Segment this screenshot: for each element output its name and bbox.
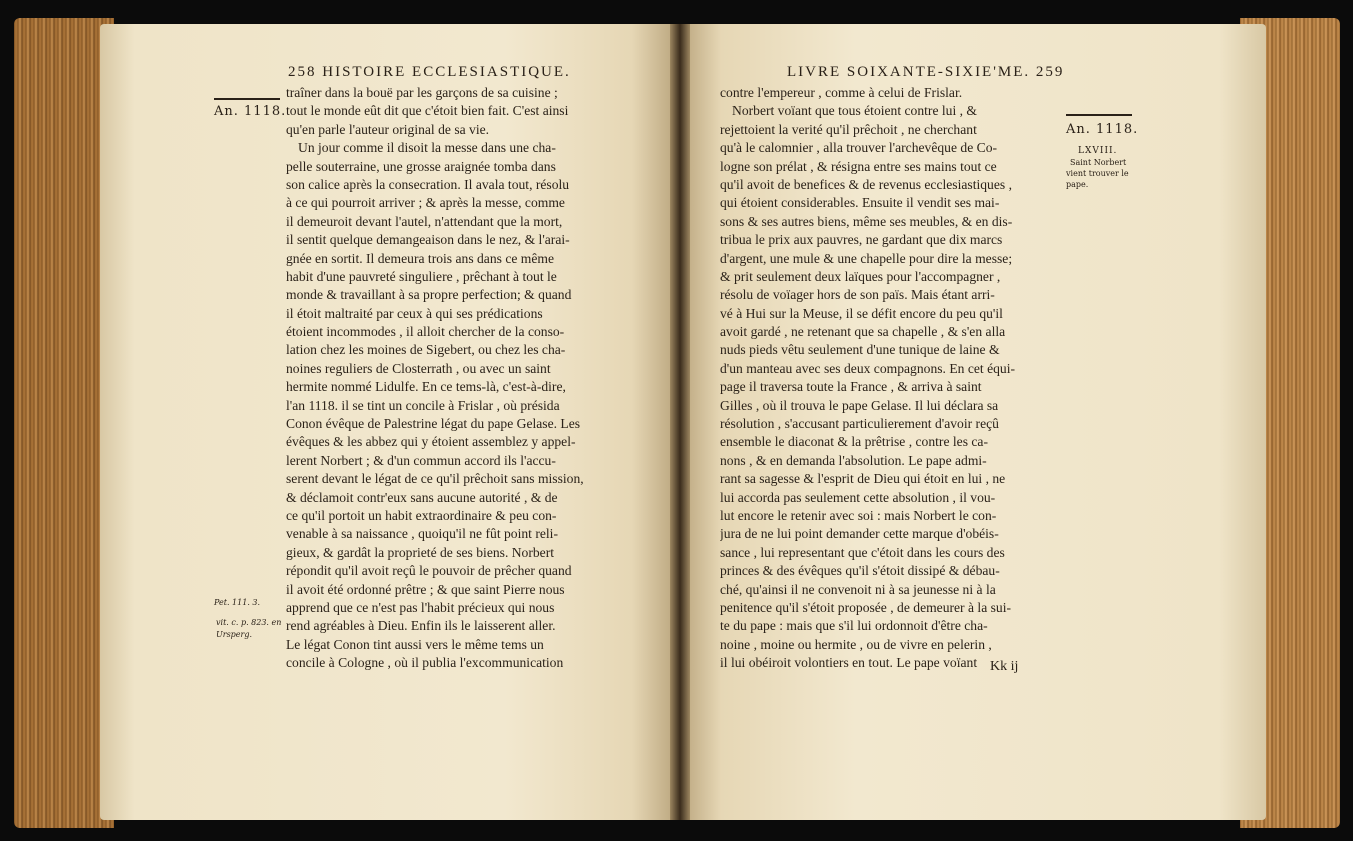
text-line: il avoit été ordonné prêtre ; & que saint Pierre nous [286,581,565,597]
right-body-text [720,84,1044,673]
text-line: gieux, & gardât la proprieté de ses biens. Norbert [286,544,555,560]
text-line: avoit gardé , ne retenant que sa chapelle , & s'en alla [720,324,1006,340]
text-line: d'un manteau avec ses deux compagnons. En cet équi- [720,360,1015,376]
book-edge-left [14,18,114,828]
text-line: nons , & en demanda l'absolution. Le pape admi- [720,452,987,468]
text-line: évêques & les abbez qui y étoient assemblez y appel- [286,434,576,450]
text-line: ce qu'il portoit un habit extraordinaire & peu con- [286,507,557,523]
text-line: qu'il avoit de benefices & de revenus ecclesiastiques , [720,176,1012,192]
right-margin-section: LXVIII. [1078,146,1118,156]
text-line: lation chez les moines de Sigebert, ou chez les cha- [286,342,566,358]
text-line: à ce qui pourroit arriver ; & après la messe, comme [286,195,565,211]
text-line: résolu de voïager hors de son païs. Mais étant arri- [720,287,995,303]
text-line: résolution , s'accusant particulierement d'avoir reçû [720,416,999,432]
text-line: l'an 1118. il se tint un concile à Frislar , où présida [286,397,560,413]
text-line: qu'à le calomnier , alla trouver l'archevêque de Co- [720,140,998,156]
text-line: hermite nommé Lidulfe. En ce tems-là, c'est-à-dire, [286,379,566,395]
text-line: sance , lui representant que c'étoit dans les cours des [720,544,1005,560]
right-margin-rule [1066,114,1132,116]
right-running-head: LIVRE SOIXANTE-SIXIE'ME. 259 [787,64,1065,80]
text-line: qui étoient considerables. Ensuite il vendit ses mai- [720,195,1000,211]
left-margin-ref-3: Ursperg. [216,630,253,639]
text-line: contre l'empereur , comme à celui de Frislar. [720,85,963,100]
text-line: Un jour comme il disoit la messe dans une cha- [298,140,556,156]
text-line: répondit qu'il avoit reçû le pouvoir de prêcher quand [286,563,572,579]
right-margin-note-3: pape. [1066,180,1089,189]
text-line: Gilles , où il trouva le pape Gelase. Il lui déclara sa [720,397,999,413]
text-line: noine , moine ou hermite , ou de vivre en pelerin , [720,636,992,652]
text-line: penitence qu'il s'étoit proposée , de demeurer à la sui- [720,599,1012,615]
text-line: gnée en sortit. Il demeura trois ans dans ce même [286,250,555,266]
text-line: Conon évêque de Palestrine légat du pape Gelase. Les [286,416,581,432]
right-margin-note-1: Saint Norbert [1070,158,1127,167]
text-line: il sentit quelque demangeaison dans le nez, & l'arai- [286,232,570,248]
text-line: d'argent, une mule & une chapelle pour dire la messe; [720,250,1013,266]
text-line: il lui obéiroit volontiers en tout. Le pape voïant [720,655,978,671]
text-line: pelle souterraine, une grosse araignée tomba dans [286,158,556,174]
text-line: vé à Hui sur la Meuse, il se défit encore du peu qu'il [720,305,1003,321]
left-margin-ref-1: Pet. 111. 3. [214,598,261,607]
text-line: il étoit maltraité par ceux à qui ses prédications [286,305,543,321]
right-margin-year: An. 1118. [1066,122,1139,137]
text-line: Norbert voïant que tous étoient contre lui , & [732,103,978,119]
text-line: & déclamoit contr'eux sans aucune autorité , & de [286,489,558,505]
text-line: rend agréables à Dieu. Enfin ils le laisserent aller. [286,618,556,634]
right-margin-note-2: vient trouver le [1066,169,1129,178]
book-gutter [670,24,690,820]
text-line: page il traversa toute la France , & arriva à saint [720,379,982,395]
text-line: rant sa sagesse & l'esprit de Dieu qui étoit en lui , ne [720,471,1006,487]
text-line: sons & ses autres biens, même ses meubles, & en dis- [720,213,1013,229]
text-line: lui accorda pas seulement cette absolution , il vou- [720,489,996,505]
text-line: logne son prélat , & résigna entre ses mains tout ce [720,158,997,174]
catchword-signature: Kk ij [990,659,1019,674]
text-line: traîner dans la bouë par les garçons de sa cuisine ; [286,85,558,100]
left-margin-ref-2: vit. c. p. 823. en [216,618,282,627]
text-line: tribua le prix aux pauvres, ne gardant que dix marcs [720,232,1003,248]
left-margin-year: An. 1118. [214,104,287,119]
text-line: nuds pieds vêtu seulement d'une tunique de laine & [720,342,1000,358]
text-line: venable à sa naissance , quoiqu'il ne fût point reli- [286,526,558,542]
text-line: qu'en parle l'auteur original de sa vie. [286,121,490,137]
text-line: lut encore le retenir avec soi : mais Norbert le con- [720,507,997,523]
text-line: tout le monde eût dit que c'étoit bien fait. C'est ainsi [286,103,569,119]
text-line: concile à Cologne , où il publia l'excommunication [286,655,564,671]
text-line: il demeuroit devant l'autel, n'attendant que la mort, [286,213,563,229]
text-line: monde & travaillant à sa propre perfection; & quand [286,287,572,303]
text-line: serent devant le légat de ce qu'il prêchoit sans mission, [286,471,584,487]
text-line: te du pape : mais que s'il lui ordonnoit d'être cha- [720,618,988,634]
text-line: habit d'une pauvreté singuliere , prêchant à tout le [286,268,557,284]
left-body-text [286,84,626,673]
text-line: apprend que ce n'est pas l'habit précieux qui nous [286,599,555,615]
text-line: lerent Norbert ; & d'un commun accord ils l'accu- [286,452,556,468]
text-line: & prit seulement deux laïques pour l'accompagner , [720,268,1001,284]
left-running-head: 258 HISTOIRE ECCLESIASTIQUE. [288,64,571,80]
text-line: Le légat Conon tint aussi vers le même tems un [286,636,544,652]
text-line: noines reguliers de Closterrath , ou avec un saint [286,360,551,376]
text-line: ché, qu'ainsi il ne convenoit ni à sa jeunesse ni à la [720,581,996,597]
text-line: jura de ne lui point demander cette marque d'obéis- [720,526,999,542]
text-line: étoient incommodes , il alloit chercher de la conso- [286,324,565,340]
left-margin-rule [214,98,280,100]
text-line: son calice après la consecration. Il avala tout, résolu [286,176,570,192]
text-line: princes & des évêques qu'il s'étoit dissipé & débau- [720,563,1000,579]
text-line: ensemble le diaconat & la prêtrise , contre les ca- [720,434,988,450]
text-line: rejettoient la verité qu'il prêchoit , ne cherchant [720,121,977,137]
